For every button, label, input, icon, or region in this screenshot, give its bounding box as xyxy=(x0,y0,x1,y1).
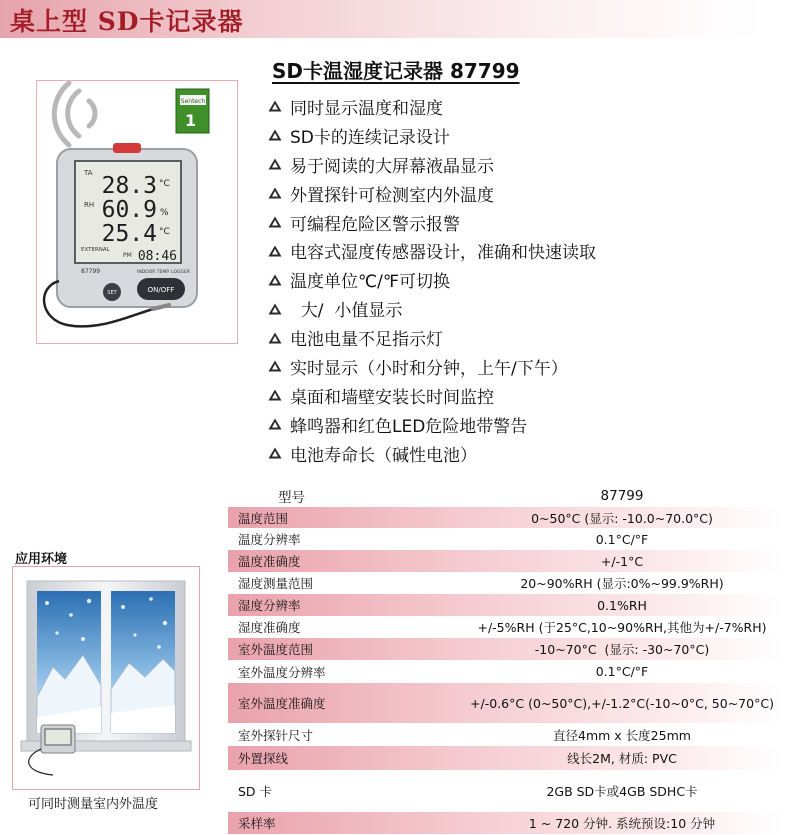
triangle-bullet-icon xyxy=(268,100,290,112)
feature-item: 电池寿命长（碱性电池） xyxy=(268,439,596,468)
triangle-bullet-icon xyxy=(268,274,290,286)
spec-row xyxy=(228,507,784,528)
banner-title: 桌上型 SD卡记录器 xyxy=(10,7,244,36)
sd-card-icon xyxy=(176,89,209,133)
svg-text:ON/OFF: ON/OFF xyxy=(147,286,175,294)
svg-text:1: 1 xyxy=(185,111,197,130)
spec-header-row xyxy=(228,485,784,507)
spec-label: 湿度测量范围 xyxy=(238,576,314,591)
triangle-bullet-icon xyxy=(268,303,290,315)
spec-label: SD 卡 xyxy=(238,784,273,799)
spec-value: 20~90%RH (显示:0%~99.9%RH) xyxy=(520,576,724,591)
spec-row xyxy=(228,812,784,834)
spec-value: 0~50°C (显示: -10.0~70.0°C) xyxy=(531,510,713,526)
spec-value: 0.1%RH xyxy=(597,597,647,613)
triangle-bullet-icon xyxy=(268,158,290,170)
spec-row xyxy=(228,616,784,638)
spec-value: +/-5%RH (于25°C,10~90%RH,其他为+/-7%RH) xyxy=(477,620,767,635)
spec-label: 温度范围 xyxy=(238,510,289,526)
spec-row xyxy=(228,683,784,723)
spec-label: 温度准确度 xyxy=(238,554,301,569)
feature-item: 同时显示温度和湿度 xyxy=(268,92,596,121)
spec-label: 室外温度范围 xyxy=(238,642,314,657)
spec-value: 0.1°C/°F xyxy=(595,531,649,547)
application-title: 应用环境 xyxy=(15,552,68,567)
spec-label: 室外温度分辨率 xyxy=(238,664,326,680)
feature-item: 大/ 小值显示 xyxy=(268,294,596,323)
spec-label: 湿度分辨率 xyxy=(238,598,301,613)
spec-label: 湿度准确度 xyxy=(238,620,301,635)
svg-text:SET: SET xyxy=(107,290,117,296)
triangle-bullet-icon xyxy=(268,216,290,228)
spec-value: +/-0.6°C (0~50°C),+/-1.2°C(-10~0°C, 50~70°C) xyxy=(470,695,774,711)
spec-value: 线长2M, 材质: PVC xyxy=(567,751,677,766)
application-image xyxy=(12,566,200,790)
spec-value: 直径4mm x 长度25mm xyxy=(553,727,691,743)
triangle-bullet-icon xyxy=(268,187,290,199)
spec-label: 采样率 xyxy=(238,816,276,831)
triangle-bullet-icon xyxy=(268,389,290,401)
spec-value: +/-1°C xyxy=(600,553,644,569)
spec-value: 87799 xyxy=(600,488,644,504)
wireless-icon xyxy=(54,83,95,145)
svg-text:RH: RH xyxy=(84,201,95,209)
feature-item: 易于阅读的大屏幕液晶显示 xyxy=(268,150,596,179)
feature-item: 电容式湿度传感器设计，准确和快速读取 xyxy=(268,236,596,265)
feature-item: 电池电量不足指示灯 xyxy=(268,323,596,352)
spec-label: 室外温度准确度 xyxy=(238,696,326,711)
spec-row xyxy=(228,723,784,746)
svg-text:EXTERNAL: EXTERNAL xyxy=(81,247,110,253)
triangle-bullet-icon xyxy=(268,129,290,141)
feature-item: 可编程危险区警示报警 xyxy=(268,208,596,237)
svg-text:Sentech: Sentech xyxy=(180,98,206,105)
spec-label: 温度分辨率 xyxy=(238,532,301,547)
svg-text:°C: °C xyxy=(159,227,170,237)
feature-item: 温度单位℃/℉可切换 xyxy=(268,265,596,294)
spec-label: 型号 xyxy=(278,490,305,506)
temperature-logger-image xyxy=(37,81,237,343)
spec-value: 2GB SD卡或4GB SDHC卡 xyxy=(546,784,698,799)
spec-label: 室外探针尺寸 xyxy=(238,727,314,743)
feature-item: 外置探针可检测室内外温度 xyxy=(268,179,596,208)
triangle-bullet-icon xyxy=(268,332,290,344)
svg-text:PM: PM xyxy=(123,252,132,259)
svg-text:28.3: 28.3 xyxy=(101,173,157,199)
svg-text:87799: 87799 xyxy=(81,268,101,275)
spec-row xyxy=(228,746,784,770)
feature-item: 实时显示（小时和分钟，上午/下午） xyxy=(268,352,596,381)
feature-item: SD卡的连续记录设计 xyxy=(268,121,596,150)
spec-value: -10~70°C (显示: -30~70°C) xyxy=(534,642,710,657)
application-caption: 可同时测量室内外温度 xyxy=(28,797,159,812)
spec-row xyxy=(228,572,784,594)
spec-label: 外置探线 xyxy=(238,751,289,766)
svg-text:25.4: 25.4 xyxy=(101,221,157,247)
feature-list xyxy=(268,92,596,468)
spec-row xyxy=(228,660,784,683)
svg-text:TA: TA xyxy=(84,169,93,177)
svg-text:60.9: 60.9 xyxy=(101,197,157,223)
svg-text:08:46: 08:46 xyxy=(137,249,177,264)
window-scene-image xyxy=(13,567,199,789)
spec-row xyxy=(228,594,784,616)
spec-row xyxy=(228,528,784,550)
spec-row xyxy=(228,550,784,572)
feature-item: 桌面和墙壁安装长时间监控 xyxy=(268,381,596,410)
spec-row xyxy=(228,770,784,812)
svg-text:INDOOR TEMP. LOGGER: INDOOR TEMP. LOGGER xyxy=(137,270,190,275)
spec-row xyxy=(228,638,784,660)
triangle-bullet-icon xyxy=(268,360,290,372)
spec-value: 1 ~ 720 分钟. 系统预设:10 分钟 xyxy=(528,816,716,831)
triangle-bullet-icon xyxy=(268,447,290,459)
product-title: SD卡温湿度记录器 87799 xyxy=(272,59,520,83)
triangle-bullet-icon xyxy=(268,245,290,257)
feature-item: 蜂鸣器和红色LED危险地带警告 xyxy=(268,410,596,439)
triangle-bullet-icon xyxy=(268,418,290,430)
svg-text:°C: °C xyxy=(159,179,170,189)
spec-value: 0.1°C/°F xyxy=(595,664,649,679)
product-photo xyxy=(36,80,238,344)
svg-text:%: % xyxy=(160,208,169,218)
spec-table xyxy=(228,485,784,834)
